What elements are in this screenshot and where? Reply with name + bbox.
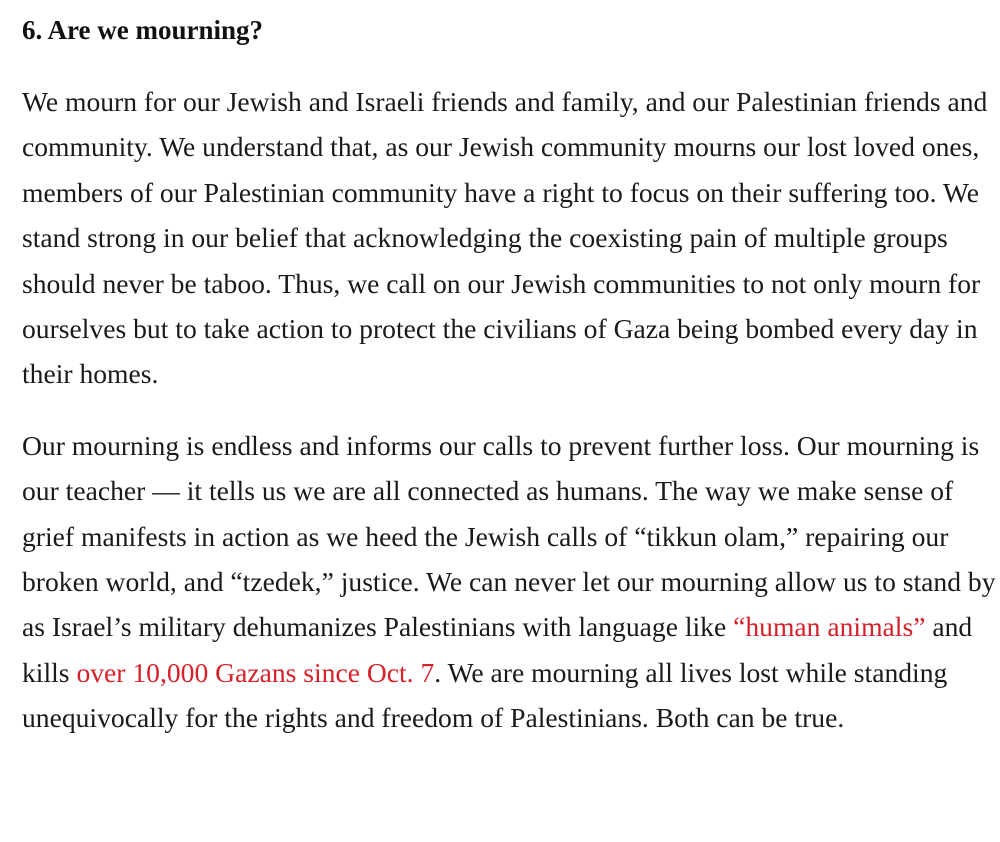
paragraph-mourning-endless xyxy=(22,423,997,741)
paragraph-text-segment: . We are mourning all lives lost while standing unequivocally for the rights and freedom of Palestinians. Both can be true. xyxy=(22,656,948,734)
section-heading: 6. Are we mourning? xyxy=(22,15,263,45)
paragraph-mourning: We mourn for our Jewish and Israeli friends and family, and our Palestinian friends and community. We understand that, as our Jewish community mourns our lost loved ones, members of our Palestinian community have a right to focus on their suffering too. We stand strong in our belief that acknowledging the coexisting pain of multiple groups should never be taboo. Thus, we call on our Jewish communities to not only mourn for ourselves but to take action to protect the civilians of Gaza being bombed every day in their homes. xyxy=(22,86,988,390)
human-animals-link[interactable]: “human animals” xyxy=(733,611,926,643)
paragraph-text-segment: and kills xyxy=(22,611,973,688)
paragraph-text-segment: Our mourning is endless and informs our calls to prevent further loss. Our mourning is our teacher — it tells us we are all connected as humans. The way we make sense of grief manifests in action as we heed the Jewish calls of “tikkun olam,” repairing our broken world, and “tzedek,” justice. We can never let our mourning allow us to stand by as Israel’s military dehumanizes Palestinians with language like xyxy=(22,429,996,643)
gazans-killed-link[interactable]: over 10,000 Gazans since Oct. 7 xyxy=(76,656,435,688)
article-body xyxy=(22,0,997,741)
